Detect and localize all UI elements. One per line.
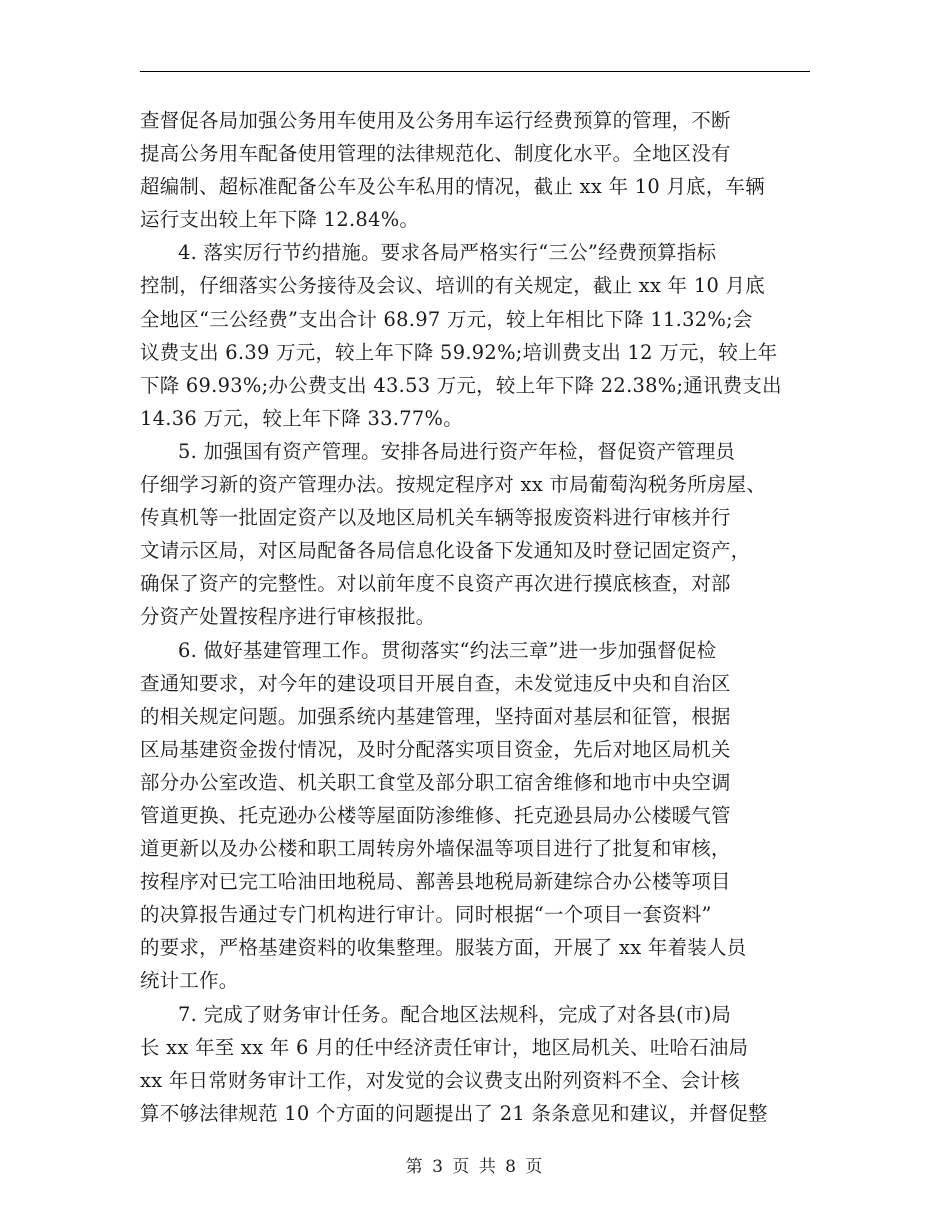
paragraph-start-line: 6. 做好基建管理工作。贯彻落实“约法三章”进一步加强督促检 bbox=[178, 638, 717, 662]
text-line: 长 xx 年至 xx 年 6 月的任中经济责任审计，地区局机关、吐哈石油局 bbox=[140, 1035, 749, 1059]
text-line: 分资产处置按程序进行审核报批。 bbox=[140, 605, 436, 629]
text-line: 传真机等一批固定资产以及地区局机关车辆等报废资料进行审核并行 bbox=[140, 506, 731, 530]
text-line: 仔细学习新的资产管理办法。按规定程序对 xx 市局葡萄沟税务所房屋、 bbox=[140, 473, 767, 497]
text-line: 部分办公室改造、机关职工食堂及部分职工宿舍维修和地市中央空调 bbox=[140, 770, 731, 794]
paragraph-start-line: 4. 落实厉行节约措施。要求各局严格实行“三公”经费预算指标 bbox=[178, 241, 717, 265]
text-line: 全地区“三公经费”支出合计 68.97 万元，较上年相比下降 11.32%;会 bbox=[140, 307, 753, 331]
text-line: 统计工作。 bbox=[140, 969, 239, 993]
text-line: 查通知要求，对今年的建设项目开展自查，未发觉违反中央和自治区 bbox=[140, 671, 731, 695]
text-line: 管道更换、托克逊办公楼等屋面防渗维修、托克逊县局办公楼暖气管 bbox=[140, 803, 731, 827]
text-line: 道更新以及办公楼和职工周转房外墙保温等项目进行了批复和审核， bbox=[140, 837, 731, 861]
text-line: 文请示区局，对区局配备各局信息化设备下发通知及时登记固定资产， bbox=[140, 539, 751, 563]
page-number-footer: 第 3 页 共 8 页 bbox=[405, 1157, 545, 1177]
text-line: 查督促各局加强公务用车使用及公务用车运行经费预算的管理，不断 bbox=[140, 109, 731, 132]
text-line: 提高公务用车配备使用管理的法律规范化、制度化水平。全地区没有 bbox=[140, 142, 731, 166]
text-line: 14.36 万元，较上年下降 33.77%。 bbox=[140, 406, 463, 430]
header-rule bbox=[140, 71, 810, 72]
text-line: 按程序对已完工哈油田地税局、鄯善县地税局新建综合办公楼等项目 bbox=[140, 870, 731, 894]
text-line: 的决算报告通过专门机构进行审计。同时根据“一个项目一套资料” bbox=[140, 903, 712, 927]
text-line: 区局基建资金拨付情况，及时分配落实项目资金，先后对地区局机关 bbox=[140, 737, 731, 761]
paragraph-start-line: 5. 加强国有资产管理。安排各局进行资产年检，督促资产管理员 bbox=[178, 439, 736, 463]
text-line: 确保了资产的完整性。对以前年度不良资产再次进行摸底核查，对部 bbox=[140, 572, 731, 596]
text-line: xx 年日常财务审计工作，对发觉的会议费支出附列资料不全、会计核 bbox=[140, 1068, 740, 1092]
text-line: 下降 69.93%;办公费支出 43.53 万元，较上年下降 22.38%;通讯费支出 bbox=[140, 373, 782, 397]
text-line: 的相关规定问题。加强系统内基建管理，坚持面对基层和征管，根据 bbox=[140, 704, 731, 728]
text-line: 的要求，严格基建资料的收集整理。服装方面，开展了 xx 年着装人员 bbox=[140, 936, 747, 960]
document-body bbox=[140, 104, 816, 1130]
text-line: 控制，仔细落实公务接待及会议、培训的有关规定，截止 xx 年 10 月底 bbox=[140, 274, 765, 298]
text-line: 运行支出较上年下降 12.84%。 bbox=[140, 208, 420, 232]
text-line: 议费支出 6.39 万元，较上年下降 59.92%;培训费支出 12 万元，较上年 bbox=[140, 340, 778, 364]
paragraph-start-line: 7. 完成了财务审计任务。配合地区法规科，完成了对各县(市)局 bbox=[178, 1002, 732, 1026]
text-line: 算不够法律规范 10 个方面的问题提出了 21 条条意见和建议，并督促整 bbox=[140, 1101, 768, 1125]
text-line: 超编制、超标准配备公车及公车私用的情况，截止 xx 年 10 月底，车辆 bbox=[140, 175, 765, 199]
